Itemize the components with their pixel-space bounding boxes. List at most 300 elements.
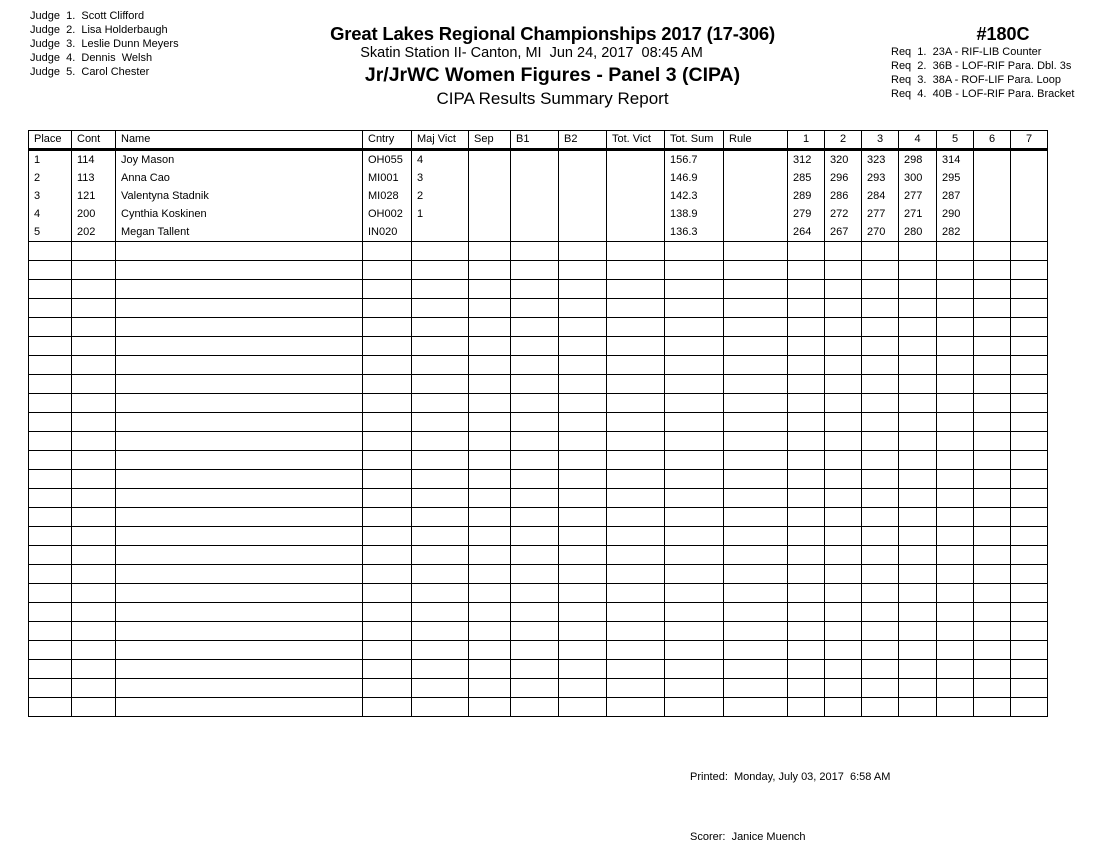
empty-cell [665,698,724,717]
empty-cell [724,299,788,318]
empty-cell [974,698,1011,717]
empty-cell [862,337,899,356]
cell-maj-vict: 4 [412,150,469,170]
empty-cell [363,242,412,261]
empty-table-row [29,603,1048,622]
empty-table-row [29,375,1048,394]
empty-cell [937,641,974,660]
empty-cell [1011,622,1048,641]
requirements-block [891,24,1100,101]
cell-judge-4: 298 [899,150,937,170]
empty-cell [29,337,72,356]
empty-cell [724,242,788,261]
empty-cell [29,546,72,565]
cell-judge-7 [1011,169,1048,187]
empty-cell [665,470,724,489]
empty-cell [511,356,559,375]
report-header [300,22,805,110]
empty-cell [469,470,511,489]
cell-b1 [511,169,559,187]
empty-cell [469,451,511,470]
empty-cell [363,394,412,413]
empty-cell [469,489,511,508]
empty-cell [607,584,665,603]
cell-sep [469,223,511,242]
empty-cell [862,394,899,413]
cell-judge-3: 270 [862,223,899,242]
cell-judge-4: 277 [899,187,937,205]
empty-cell [469,318,511,337]
empty-cell [412,489,469,508]
empty-cell [469,280,511,299]
cell-sep [469,169,511,187]
judge-5: Judge 5. Carol Chester [30,66,150,78]
empty-cell [724,489,788,508]
empty-cell [363,679,412,698]
empty-cell [363,508,412,527]
empty-cell [665,546,724,565]
empty-cell [665,299,724,318]
empty-cell [788,413,825,432]
empty-cell [724,679,788,698]
empty-cell [29,394,72,413]
table-row [29,169,1048,187]
empty-cell [665,603,724,622]
empty-cell [72,660,116,679]
empty-cell [899,451,937,470]
empty-cell [862,489,899,508]
empty-cell [899,394,937,413]
empty-cell [899,698,937,717]
empty-cell [937,698,974,717]
empty-cell [607,489,665,508]
col-header-judge-5: 5 [937,131,974,150]
empty-cell [724,470,788,489]
empty-cell [511,413,559,432]
cell-judge-5: 295 [937,169,974,187]
empty-cell [937,413,974,432]
empty-cell [607,318,665,337]
empty-cell [511,432,559,451]
cell-judge-1: 289 [788,187,825,205]
col-header-judge-7: 7 [1011,131,1048,150]
empty-cell [607,508,665,527]
empty-cell [363,603,412,622]
empty-cell [899,470,937,489]
empty-cell [724,375,788,394]
empty-cell [825,470,862,489]
empty-cell [116,508,363,527]
empty-cell [72,489,116,508]
empty-table-row [29,432,1048,451]
cell-b1 [511,150,559,170]
empty-cell [825,356,862,375]
cell-name: Joy Mason [116,150,363,170]
empty-cell [974,413,1011,432]
empty-cell [825,394,862,413]
cell-tot-vict [607,150,665,170]
col-header-cntry: Cntry [363,131,412,150]
empty-cell [116,489,363,508]
empty-cell [724,603,788,622]
empty-cell [974,432,1011,451]
empty-cell [412,603,469,622]
cell-judge-6 [974,187,1011,205]
col-header-maj-vict: Maj Vict [412,131,469,150]
empty-cell [469,641,511,660]
empty-cell [469,394,511,413]
empty-cell [116,318,363,337]
empty-cell [116,242,363,261]
requirement-4: Req 4. 40B - LOF-RIF Para. Bracket [891,88,1075,100]
empty-cell [665,394,724,413]
cell-cntry: OH002 [363,205,412,223]
empty-cell [412,698,469,717]
empty-table-row [29,679,1048,698]
empty-cell [1011,565,1048,584]
empty-cell [559,451,607,470]
empty-cell [862,584,899,603]
empty-cell [607,280,665,299]
empty-cell [937,565,974,584]
empty-cell [72,603,116,622]
empty-cell [937,299,974,318]
empty-cell [974,546,1011,565]
empty-cell [29,242,72,261]
cell-cont: 114 [72,150,116,170]
empty-cell [937,261,974,280]
empty-cell [363,337,412,356]
empty-cell [724,698,788,717]
empty-cell [29,508,72,527]
empty-cell [825,299,862,318]
requirement-1: Req 1. 23A - RIF-LIB Counter [891,46,1042,58]
empty-cell [974,660,1011,679]
empty-cell [412,470,469,489]
empty-cell [363,698,412,717]
empty-cell [899,489,937,508]
empty-cell [469,565,511,584]
empty-cell [29,698,72,717]
empty-cell [825,565,862,584]
empty-cell [788,622,825,641]
empty-table-row [29,356,1048,375]
empty-table-row [29,413,1048,432]
empty-cell [559,375,607,394]
empty-cell [363,565,412,584]
cell-sep [469,150,511,170]
table-row [29,150,1048,170]
empty-table-row [29,280,1048,299]
cell-rule [724,205,788,223]
empty-cell [724,451,788,470]
cell-judge-1: 264 [788,223,825,242]
empty-cell [788,489,825,508]
empty-cell [29,660,72,679]
empty-cell [363,318,412,337]
empty-cell [363,546,412,565]
empty-cell [363,413,412,432]
cell-sep [469,187,511,205]
cell-tot-sum: 136.3 [665,223,724,242]
empty-cell [412,280,469,299]
empty-cell [974,299,1011,318]
empty-cell [788,318,825,337]
cell-b2 [559,223,607,242]
empty-cell [29,261,72,280]
cell-judge-1: 312 [788,150,825,170]
cell-name: Valentyna Stadnik [116,187,363,205]
empty-cell [974,603,1011,622]
empty-cell [724,280,788,299]
empty-cell [29,527,72,546]
empty-cell [1011,451,1048,470]
empty-cell [788,565,825,584]
empty-cell [724,261,788,280]
empty-cell [607,546,665,565]
empty-cell [72,470,116,489]
empty-cell [363,584,412,603]
empty-cell [116,603,363,622]
table-row [29,205,1048,223]
empty-cell [29,622,72,641]
empty-cell [825,698,862,717]
empty-cell [1011,280,1048,299]
cell-judge-4: 300 [899,169,937,187]
empty-cell [862,698,899,717]
empty-cell [724,584,788,603]
empty-cell [665,660,724,679]
empty-cell [559,318,607,337]
cell-rule [724,223,788,242]
empty-table-row [29,508,1048,527]
empty-cell [788,432,825,451]
empty-cell [788,546,825,565]
empty-cell [412,451,469,470]
report-footer [690,727,890,867]
empty-cell [363,622,412,641]
empty-cell [559,641,607,660]
empty-cell [665,337,724,356]
empty-cell [974,394,1011,413]
empty-cell [511,527,559,546]
empty-cell [974,242,1011,261]
empty-cell [899,565,937,584]
empty-cell [412,432,469,451]
cell-maj-vict [412,223,469,242]
empty-cell [665,375,724,394]
empty-cell [511,584,559,603]
empty-cell [1011,261,1048,280]
empty-cell [412,394,469,413]
empty-cell [899,242,937,261]
cell-b1 [511,223,559,242]
empty-cell [559,356,607,375]
empty-cell [974,451,1011,470]
cell-judge-1: 279 [788,205,825,223]
empty-table-row [29,527,1048,546]
empty-cell [116,299,363,318]
empty-cell [511,470,559,489]
empty-cell [363,470,412,489]
empty-cell [511,337,559,356]
empty-cell [899,546,937,565]
empty-cell [72,698,116,717]
empty-cell [511,622,559,641]
empty-cell [29,470,72,489]
empty-cell [72,242,116,261]
cell-judge-3: 293 [862,169,899,187]
scorer-name: Scorer: Janice Muench [690,831,806,843]
empty-cell [899,261,937,280]
empty-cell [937,622,974,641]
empty-cell [559,660,607,679]
empty-table-row [29,451,1048,470]
results-body [29,150,1048,717]
empty-cell [788,280,825,299]
empty-cell [511,660,559,679]
empty-cell [559,698,607,717]
empty-cell [412,508,469,527]
empty-cell [116,641,363,660]
empty-cell [607,242,665,261]
judge-3: Judge 3. Leslie Dunn Meyers [30,38,179,50]
empty-cell [724,337,788,356]
empty-cell [825,261,862,280]
empty-cell [788,679,825,698]
col-header-rule: Rule [724,131,788,150]
empty-table-row [29,299,1048,318]
empty-cell [607,679,665,698]
judge-1: Judge 1. Scott Clifford [30,10,145,22]
cell-rule [724,187,788,205]
empty-cell [412,337,469,356]
empty-cell [724,508,788,527]
empty-cell [511,603,559,622]
empty-cell [559,508,607,527]
empty-cell [412,584,469,603]
empty-cell [825,375,862,394]
event-location: Skatin Station II- Canton, MI Jun 24, 2017 08:45 AM [360,45,703,61]
empty-cell [559,280,607,299]
empty-cell [469,603,511,622]
empty-cell [724,413,788,432]
empty-cell [412,413,469,432]
category-title: Jr/JrWC Women Figures - Panel 3 (CIPA) [364,64,741,86]
empty-cell [899,622,937,641]
col-header-name: Name [116,131,363,150]
empty-cell [937,356,974,375]
empty-cell [1011,698,1048,717]
cell-maj-vict: 2 [412,187,469,205]
cell-tot-sum: 156.7 [665,150,724,170]
empty-cell [937,470,974,489]
empty-cell [665,261,724,280]
empty-cell [412,356,469,375]
cell-tot-sum: 142.3 [665,187,724,205]
empty-cell [607,261,665,280]
empty-cell [607,603,665,622]
empty-cell [862,451,899,470]
empty-cell [363,261,412,280]
empty-cell [862,660,899,679]
empty-cell [469,375,511,394]
cell-place: 3 [29,187,72,205]
empty-cell [825,584,862,603]
col-header-tot-sum: Tot. Sum [665,131,724,150]
empty-cell [899,280,937,299]
empty-cell [788,698,825,717]
empty-cell [825,489,862,508]
empty-cell [788,375,825,394]
results-table [28,130,1048,717]
empty-cell [825,546,862,565]
empty-cell [1011,584,1048,603]
empty-cell [974,489,1011,508]
cell-cntry: OH055 [363,150,412,170]
empty-cell [862,508,899,527]
empty-cell [363,641,412,660]
empty-cell [116,413,363,432]
col-header-judge-1: 1 [788,131,825,150]
empty-cell [937,584,974,603]
empty-cell [116,375,363,394]
empty-cell [363,280,412,299]
judge-2: Judge 2. Lisa Holderbaugh [30,24,168,36]
empty-cell [1011,641,1048,660]
empty-cell [825,413,862,432]
empty-cell [511,641,559,660]
empty-cell [862,280,899,299]
empty-cell [469,508,511,527]
empty-cell [511,280,559,299]
empty-cell [116,394,363,413]
cell-tot-vict [607,169,665,187]
cell-tot-sum: 138.9 [665,205,724,223]
empty-cell [788,242,825,261]
empty-table-row [29,622,1048,641]
cell-cont: 113 [72,169,116,187]
empty-cell [412,660,469,679]
empty-cell [511,261,559,280]
empty-cell [559,394,607,413]
empty-cell [724,527,788,546]
empty-cell [412,375,469,394]
empty-cell [974,337,1011,356]
empty-cell [825,337,862,356]
cell-judge-3: 277 [862,205,899,223]
empty-cell [665,565,724,584]
empty-cell [937,242,974,261]
empty-table-row [29,470,1048,489]
empty-cell [72,356,116,375]
empty-cell [559,413,607,432]
empty-cell [607,641,665,660]
empty-cell [937,318,974,337]
empty-cell [511,546,559,565]
empty-cell [724,318,788,337]
empty-cell [72,337,116,356]
empty-cell [363,527,412,546]
empty-cell [72,527,116,546]
empty-cell [937,280,974,299]
empty-cell [607,413,665,432]
empty-cell [1011,527,1048,546]
requirement-2: Req 2. 36B - LOF-RIF Para. Dbl. 3s [891,60,1072,72]
printed-timestamp: Printed: Monday, July 03, 2017 6:58 AM [690,771,891,783]
empty-cell [899,527,937,546]
empty-cell [469,432,511,451]
